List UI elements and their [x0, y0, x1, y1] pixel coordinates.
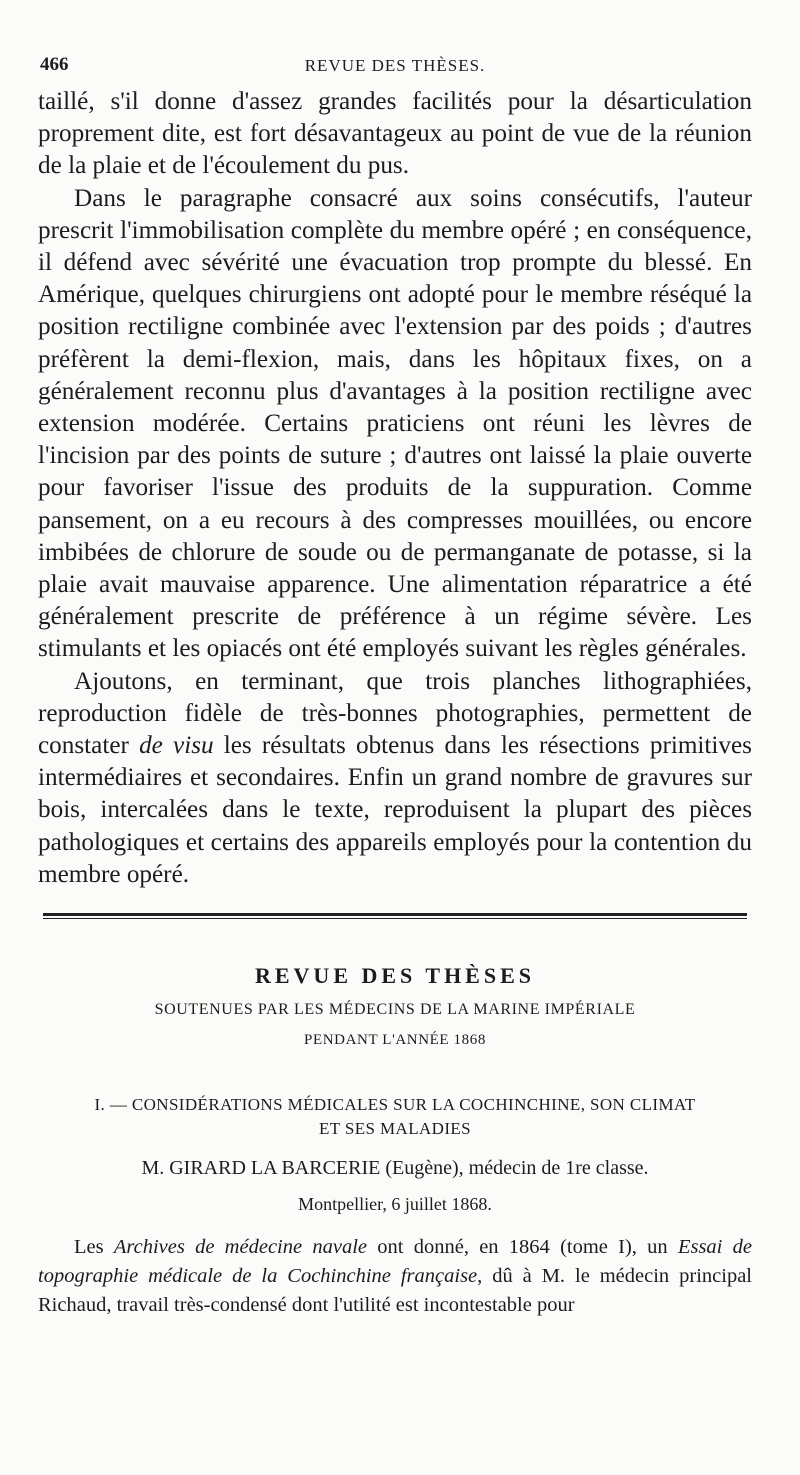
section-divider	[43, 913, 747, 919]
thesis-title-line-1: I. — CONSIDÉRATIONS MÉDICALES SUR LA COCHINCHINE, SON CLIMAT	[94, 1095, 696, 1115]
body-text	[38, 86, 752, 891]
final-paragraph	[38, 1233, 752, 1320]
page	[38, 48, 752, 1320]
section-title: REVUE DES THÈSES	[254, 963, 535, 989]
thesis-title-line-2: ET SES MALADIES	[318, 1119, 472, 1139]
section-subtitle: SOUTENUES PAR LES MÉDECINS DE LA MARINE IMPÉRIALE	[154, 1001, 636, 1019]
page-header	[38, 48, 752, 82]
thesis-title	[38, 1093, 752, 1141]
final-text-2: ont donné, en 1864 (tome I), un	[367, 1236, 678, 1259]
final-italic-1: Archives de médecine navale	[113, 1236, 367, 1259]
final-paragraph-text	[38, 1233, 752, 1320]
paragraph-3-text-b: les résultats obtenus dans les résections primitives intermédiaires et secondaires. Enfin un grand nombre de gravures sur bois, intercalées dans le texte, reproduisent la plupart des pièces pathologiques et certains des appareils employés pour la contention du membre opéré.	[38, 732, 752, 888]
paragraph-1: taillé, s'il donne d'assez grandes facilités pour la désarticulation proprement dite, est fort désavantageux au point de vue de la réunion de la plaie et de l'écoulement du pus.	[38, 88, 752, 180]
running-title: REVUE DES THÈSES.	[304, 56, 486, 75]
paragraph-3	[38, 666, 752, 891]
thesis-author: M. GIRARD LA BARCERIE (Eugène), médecin de 1re classe.	[141, 1157, 649, 1180]
final-text-3: , dû à M. le médecin principal Richaud, travail très-condensé dont l'utilité est incontestable pour	[38, 1265, 752, 1317]
final-italic-2: Essai de topographie médicale de la Cochinchine française	[38, 1236, 752, 1288]
paragraph-3-italic: de visu	[139, 732, 214, 760]
final-text-1: Les	[74, 1236, 114, 1259]
paragraph-2: Dans le paragraphe consacré aux soins consécutifs, l'auteur prescrit l'immobilisation complète du membre opéré ; en conséquence, il défend avec sévérité une évacuation trop prompte du blessé. En Amérique, quelques chirurgiens ont adopté pour le membre réséqué la position rectiligne combinée avec l'extension par des poids ; d'autres préfèrent la demi-flexion, mais, dans les hôpitaux fixes, on a généralement reconnu plus d'avantages à la position rectiligne avec extension modérée. Certains praticiens ont réuni les lèvres de l'incision par des points de suture ; d'autres ont laissé la plaie ouverte pour favoriser l'issue des produits de la suppuration. Comme pansement, on a eu recours à des compresses mouillées, ou encore imbibées de chlorure de soude ou de permanganate de potasse, si la plaie avait mauvaise apparence. Une alimentation réparatrice a été généralement prescrite de préférence à un régime sévère. Les stimulants et les opiacés ont été employés suivant les règles générales.	[38, 184, 752, 663]
section-subtitle-year: PENDANT L'ANNÉE 1868	[304, 1032, 486, 1049]
page-number: 466	[40, 54, 69, 75]
thesis-place-date: Montpellier, 6 juillet 1868.	[298, 1194, 492, 1215]
paragraph-3-text-a: Ajoutons, en terminant, que trois planches lithographiées, reproduction fidèle de très-bonnes photographies, permettent de constater	[38, 667, 752, 760]
